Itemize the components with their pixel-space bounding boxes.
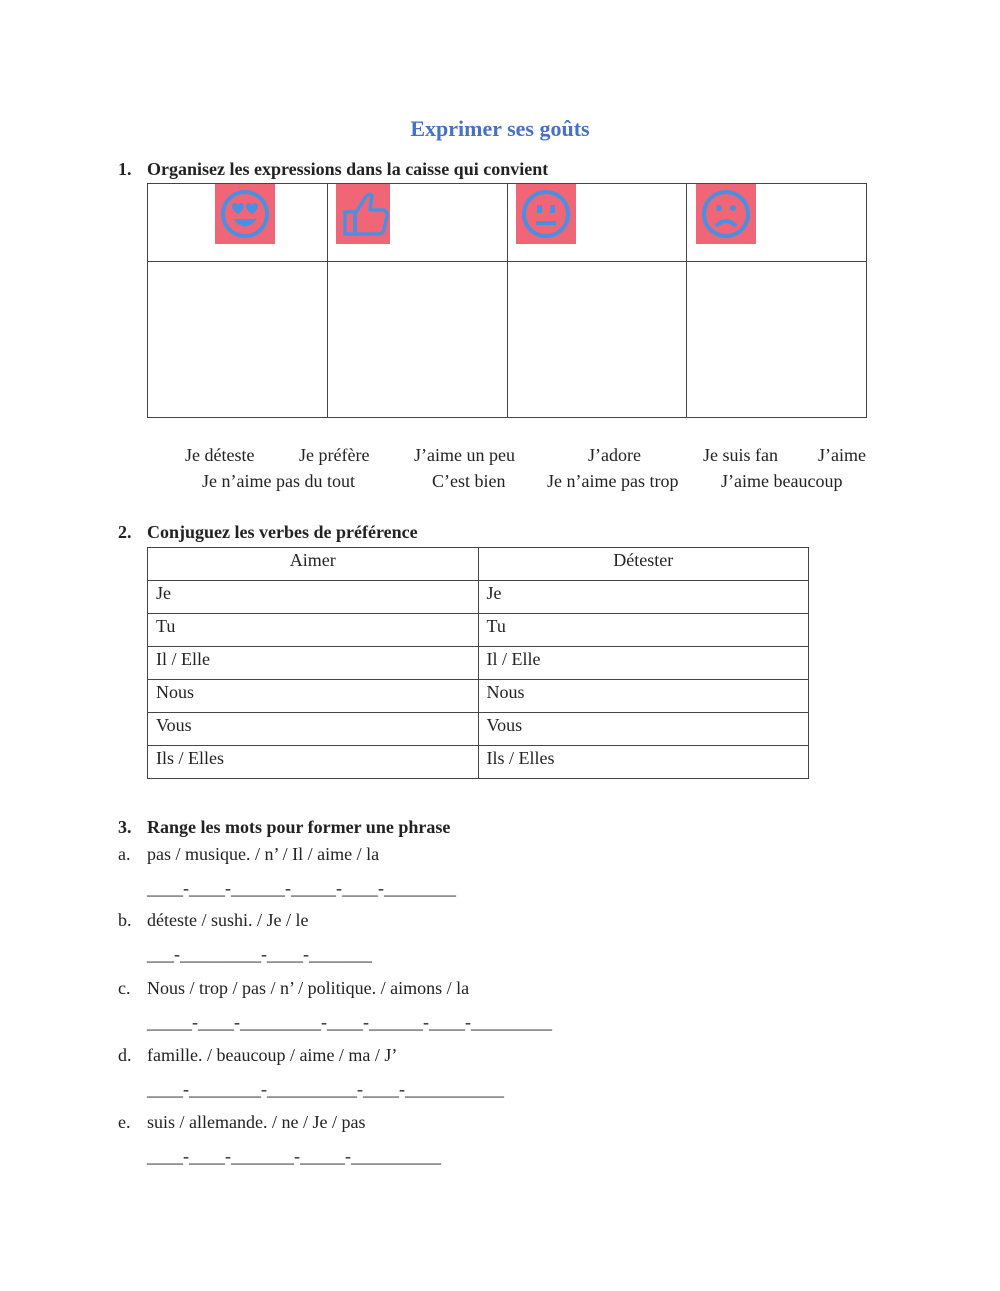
conj-cell[interactable]: Il / Elle (148, 647, 479, 680)
table-row (148, 614, 809, 647)
word-item[interactable]: Je déteste (185, 445, 255, 465)
conj-cell[interactable]: Tu (148, 614, 479, 647)
word-item[interactable]: C’est bien (432, 471, 506, 491)
conj-cell[interactable]: Ils / Elles (148, 746, 479, 779)
answer-blank[interactable]: ____-____-_______-_____-__________ (147, 1146, 441, 1166)
sort-header-neutral (507, 184, 687, 262)
conjugation-table (147, 547, 809, 779)
word-item[interactable]: J’aime (818, 445, 866, 465)
page-title: Exprimer ses goûts (410, 116, 590, 141)
sort-header-like (327, 184, 507, 262)
conj-cell[interactable]: Je (148, 581, 479, 614)
column-header-aimer: Aimer (148, 548, 479, 581)
sort-header-dislike (687, 184, 867, 262)
conj-cell[interactable]: Nous (478, 680, 809, 713)
column-header-detester: Détester (478, 548, 809, 581)
conj-cell[interactable]: Nous (148, 680, 479, 713)
item-letter: b. (118, 910, 132, 930)
sad-face-icon (696, 184, 756, 244)
item-words: Nous / trop / pas / n’ / politique. / aimons / la (147, 978, 470, 998)
word-item[interactable]: Je suis fan (703, 445, 778, 465)
conj-cell[interactable]: Il / Elle (478, 647, 809, 680)
answer-blank[interactable]: ___-_________-____-_______ (147, 944, 372, 964)
sort-cell-like[interactable] (327, 262, 507, 418)
item-words: pas / musique. / n’ / Il / aime / la (147, 844, 380, 864)
answer-blank[interactable]: ____-____-______-_____-____-________ (147, 878, 456, 898)
table-row (148, 581, 809, 614)
item-words: déteste / sushi. / Je / le (147, 910, 309, 930)
section1-number: 1. (118, 159, 132, 179)
word-item[interactable]: Je n’aime pas trop (547, 471, 679, 491)
table-row (148, 680, 809, 713)
table-row (148, 746, 809, 779)
conj-cell[interactable]: Ils / Elles (478, 746, 809, 779)
sort-cell-neutral[interactable] (507, 262, 687, 418)
word-item[interactable]: J’adore (588, 445, 641, 465)
conj-cell[interactable]: Vous (148, 713, 479, 746)
sort-header-love (148, 184, 328, 262)
section3-title: Range les mots pour former une phrase (147, 817, 451, 837)
word-item[interactable]: J’aime beaucoup (721, 471, 843, 491)
table-row (148, 647, 809, 680)
item-letter: a. (118, 844, 131, 864)
item-letter: c. (118, 978, 131, 998)
item-letter: e. (118, 1112, 131, 1132)
word-item[interactable]: J’aime un peu (414, 445, 515, 465)
word-item[interactable]: Je n’aime pas du tout (202, 471, 355, 491)
section1-title: Organisez les expressions dans la caisse qui convient (147, 159, 549, 179)
conj-cell[interactable]: Tu (478, 614, 809, 647)
answer-blank[interactable]: ____-________-__________-____-___________ (147, 1079, 504, 1099)
word-item[interactable]: Je préfère (299, 445, 370, 465)
item-words: suis / allemande. / ne / Je / pas (147, 1112, 366, 1132)
table-row (148, 713, 809, 746)
answer-blank[interactable]: _____-____-_________-____-______-____-_________ (147, 1012, 552, 1032)
item-words: famille. / beaucoup / aime / ma / J’ (147, 1045, 398, 1065)
conj-cell[interactable]: Vous (478, 713, 809, 746)
thumbs-up-icon (336, 184, 390, 244)
conj-cell[interactable]: Je (478, 581, 809, 614)
heart-eyes-face-icon (215, 184, 275, 244)
section2-title: Conjuguez les verbes de préférence (147, 522, 418, 542)
neutral-face-icon (516, 184, 576, 244)
section2-number: 2. (118, 522, 132, 542)
section3-number: 3. (118, 817, 132, 837)
sort-cell-dislike[interactable] (687, 262, 867, 418)
sort-cell-love[interactable] (148, 262, 328, 418)
sort-table (147, 183, 867, 418)
item-letter: d. (118, 1045, 132, 1065)
